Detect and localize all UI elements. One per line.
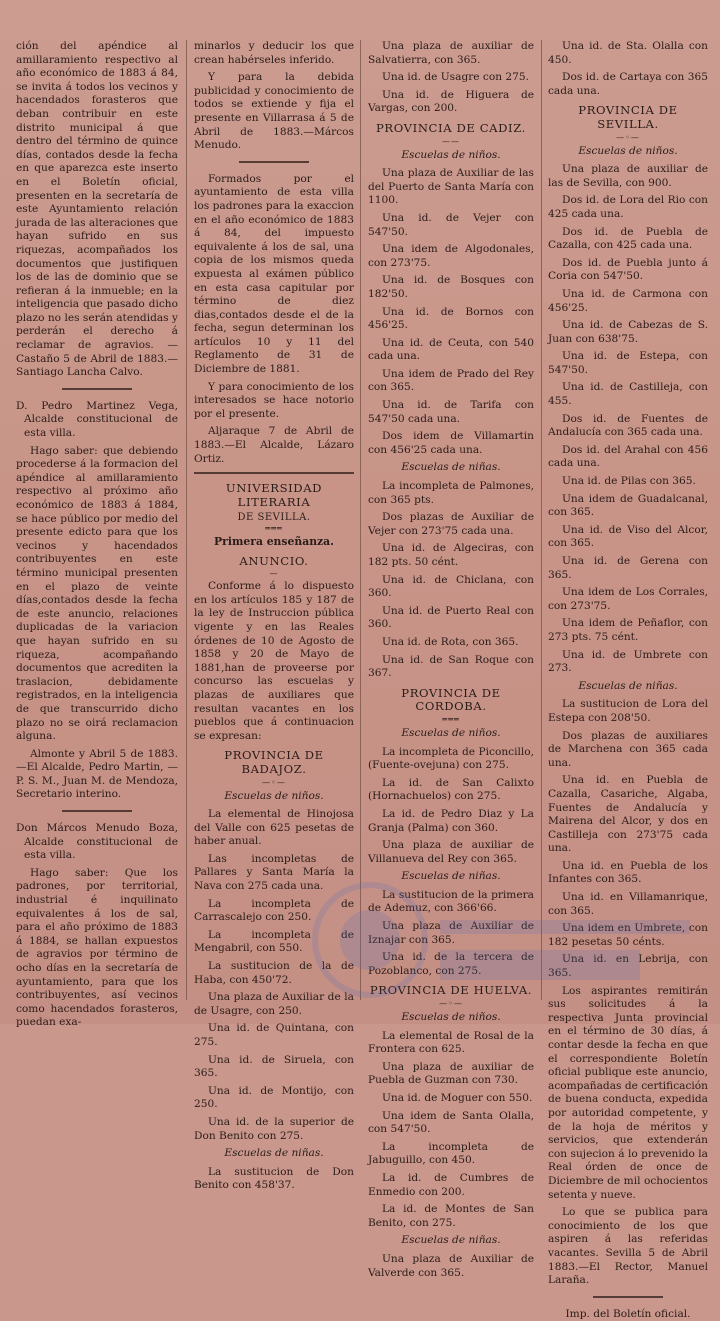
vacancy-item: Una id. de la tercera de Pozoblanco, con 275. (368, 951, 534, 977)
vacancy-item: Una id. de Sta. Olalla con 450. (548, 40, 708, 66)
printer-imprint: Imp. del Boletín oficial. (565, 1307, 691, 1320)
notice-para-aljaraque: Y para conocimiento de los interesados se hace notorio por el presente. (194, 380, 354, 420)
notice-heading-villarrasa: Don Márcos Menudo Boza, Alcalde constitucional de esta villa. (16, 822, 178, 862)
vacancy-item: Dos id. de Puebla de Cazalla, con 425 cada una. (548, 225, 708, 252)
vacancy-item: Una id. de Carmona con 456'25. (548, 287, 708, 314)
notice-body-villarrasa: Hago saber: Que los padrones, por territorial, industrial é inquilinato equivalentes á los de sal, para el año próximo de 1883 á 1884, se hallan expuestos de agravios por término de ocho días en la secretaría de ayuntamiento, para que los contribuyentes, así vecinos como hacendados forasteros, puedan exa- (16, 866, 178, 1029)
vacancy-item: Una id. de Usagre con 275. (382, 71, 530, 84)
vacancy-item: La id. de Montes de San Benito, con 275. (368, 1203, 534, 1229)
subheading-ninos: Escuelas de niños. (224, 789, 324, 802)
vacancy-item: Una id. de Gerena con 365. (548, 555, 708, 581)
column-rule (186, 40, 187, 1000)
subheading-ninos: Escuelas de niños. (401, 1011, 501, 1024)
vacancy-item: Una id. en Puebla de los Infantes con 365. (548, 859, 708, 886)
province-heading-cordoba: PROVINCIA DE CORDOBA. (401, 685, 501, 714)
section-divider (593, 1296, 663, 1298)
vacancy-item: Una idem de Guadalcanal, con 365. (548, 492, 708, 519)
vacancy-item: Una idem de Los Corrales, con 273'75. (548, 586, 708, 612)
university-subheading: DE SEVILLA. (237, 512, 311, 524)
anuncio-heading: ANUNCIO. (239, 553, 309, 568)
vacancy-item: Una id. de Algeciras, con 182 pts. 50 cént. (368, 542, 534, 568)
notice-body-villarrasa-cont: minarlos y deducir los que crean habérseles inferido. (194, 40, 354, 66)
vacancy-item: Una id. de Moguer con 550. (382, 1092, 533, 1104)
vacancy-item: La id. de Pedro Diaz y La Granja (Palma) con 360. (368, 807, 534, 834)
vacancy-item: Una idem de Santa Olalla, con 547'50. (368, 1109, 534, 1136)
vacancy-item: Una id. en Lebrija, con 365. (548, 953, 708, 980)
vacancy-item: Una id. de Bosques con 182'50. (368, 274, 534, 300)
vacancy-item: La incompleta de Carrascalejo con 250. (194, 897, 354, 924)
vacancy-item: Una id. de Rota, con 365. (382, 635, 519, 648)
vacancy-item: La sustitucion de la primera de Ademuz, con 366'66. (368, 888, 534, 915)
vacancy-item: Una id. de Quintana, con 275. (194, 1022, 354, 1048)
article-apendice-castano: ción del apéndice al amillaramiento respectivo al año económico de 1883 á 84, se invita á todos los vecinos y hacendados forasteros que deban contribuir en este distrito municipal á que dentro del término de quince días, contados desde la fecha en que aparezca este inserto en el Boletín oficial, presenten en la secretaría de este Ayuntamiento relación jurada de las alteraciones que hayan sufrido en sus riquezas, acompañados los documentos que justifiquen los de las de dominio que se refieran á la inmueble; en la inteligencia que pasado dicho plazo no les serán atendidas y perderán el derecho á reclamar de agravios. —Castaño 5 de Abril de 1883.—Santiago Lancha Calvo. (16, 40, 178, 379)
vacancy-item: Una id. de Umbrete con 273. (548, 648, 708, 675)
vacancy-item: Una id. de Siruela, con 365. (194, 1053, 354, 1080)
ornament: —◦— (262, 777, 286, 787)
column-rule (541, 40, 542, 1000)
column-4 (548, 40, 708, 1320)
section-divider (194, 472, 354, 474)
ornament: —— (442, 136, 460, 146)
vacancy-item: Dos id. de Lora del Rio con 425 cada una. (548, 194, 708, 220)
ornament: ═══ (442, 714, 460, 724)
province-heading-sevilla: PROVINCIA DE SEVILLA. (578, 103, 678, 131)
vacancy-item: Una plaza de Auxiliar de la de Usagre, con 250. (194, 991, 354, 1017)
subheading-ninas: Escuelas de niñas. (401, 870, 501, 883)
notice-heading-almonte: D. Pedro Martinez Vega, Alcalde constitucional de esta villa. (16, 399, 178, 440)
vacancy-item: Dos id. de Fuentes de Andalucía con 365 cada una. (548, 412, 708, 439)
section-divider (239, 161, 309, 163)
subheading-ninas: Escuelas de niñas. (401, 461, 501, 474)
column-3 (368, 40, 534, 1279)
vacancy-item: Una id. de Castilleja, con 455. (548, 381, 708, 408)
vacancy-item: Una plaza de auxiliar de Salvatierra, con 365. (368, 40, 534, 66)
vacancy-item: La sustitucion de Lora del Estepa con 208'50. (548, 698, 708, 724)
subheading-ninos: Escuelas de niños. (401, 148, 501, 161)
section-title-primera-ensenanza: Primera enseñanza. (214, 535, 334, 548)
vacancy-item: La elemental de Rosal de la Frontera con 625. (368, 1029, 534, 1056)
vacancy-item: Una id. de Montijo, con 250. (194, 1084, 354, 1111)
vacancy-item: Una id. de Puerto Real con 360. (368, 604, 534, 631)
ornament: — (269, 569, 279, 579)
subheading-ninos: Escuelas de niños. (401, 726, 501, 739)
vacancy-item: Una id. de la superior de Don Benito con 275. (194, 1115, 354, 1142)
anuncio-body: Conforme á lo dispuesto en los artículos 185 y 187 de la ley de Instruccion pública vigente y en las Reales órdenes de 10 de Agosto de 1858 y 20 de Mayo de 1881,han de proveerse por concurso las escuelas y plazas de auxiliares que resultan vacantes en los pueblos que á continuacion se expresan: (194, 580, 354, 742)
subheading-ninos: Escuelas de niños. (578, 144, 678, 157)
notice-signature-villarrasa: Y para la debida publicidad y conocimiento de todos se extiende y fija el presente en Villarrasa á 5 de Abril de 1883.—Márcos Menudo. (194, 71, 354, 152)
vacancy-item: La sustitucion de la de Haba, con 450'72. (194, 960, 354, 986)
ornament: ═══ (265, 524, 283, 533)
vacancy-item: Una id. en Villamanrique, con 365. (548, 891, 708, 917)
vacancy-item: Una idem de Algodonales, con 273'75. (368, 243, 534, 269)
vacancy-item: Dos id. de Cartaya con 365 cada una. (548, 71, 708, 97)
vacancy-item: Una id. de Tarifa con 547'50 cada una. (368, 399, 534, 425)
province-heading-badajoz: PROVINCIA DE BADAJOZ. (224, 748, 324, 776)
vacancy-item: Una id. de Pilas con 365. (562, 475, 696, 488)
subheading-ninas: Escuelas de niñas. (578, 679, 678, 692)
vacancy-item: La sustitucion de Don Benito con 458'37. (194, 1165, 354, 1192)
vacancy-item: La elemental de Hinojosa del Valle con 625 pesetas de haber anual. (194, 808, 354, 848)
vacancy-item: Una id. de Vejer con 547'50. (368, 211, 534, 238)
closing-paragraph-requirements: Los aspirantes remitirán sus solicitudes á la respectiva Junta provincial en el término de 30 días, á contar desde la fecha en que el correspondiente Boletín oficial publique este anuncio, acompañadas de certificación de buena conducta, expedida por autoridad competente, y de la hoja de méritos y servicios, que extenderán con sujecion á lo prevenido la Real órden de once de Diciembre de mil ochocientos setenta y nueve. (548, 984, 708, 1201)
section-divider (62, 388, 132, 390)
vacancy-item: La id. de Cumbres de Enmedio con 200. (368, 1171, 534, 1198)
vacancy-item: Una id. de Cabezas de S. Juan con 638'75. (548, 319, 708, 345)
vacancy-item: La incompleta de Mengabril, con 550. (194, 928, 354, 955)
subheading-ninas: Escuelas de niñas. (224, 1147, 324, 1160)
vacancy-item: La id. de San Calixto (Hornachuelos) con 275. (368, 776, 534, 803)
university-heading: UNIVERSIDAD LITERARIA (225, 481, 323, 509)
province-heading-cadiz: PROVINCIA DE CADIZ. (376, 120, 526, 135)
vacancy-item: Una id. de Estepa, con 547'50. (548, 350, 708, 376)
closing-paragraph-signature: Lo que se publica para conocimiento de los que aspiren á las referidas vacantes. Sevilla 5 de Abril 1883.—El Rector, Manuel Laraña. (548, 1206, 708, 1287)
notice-body-aljaraque: Formados por el ayuntamiento de esta villa los padrones para la exaccion en el año económico de 1883 á 84, del impuesto equivalente á los de sal, una copia de los mismos queda expuesta al exámen público en esta casa capitular por término de diez dias,contados desde el de la fecha, segun determinan los artículos 10 y 11 del Reglamento de 31 de Diciembre de 1881. (194, 172, 354, 376)
vacancy-item: Una idem de Prado del Rey con 365. (368, 367, 534, 394)
vacancy-item: Una plaza de Auxiliar de Iznajar con 365. (368, 920, 534, 946)
vacancy-item: Una idem en Umbrete, con 182 pesetas 50 cénts. (548, 922, 708, 948)
province-heading-huelva: PROVINCIA DE HUELVA. (369, 983, 533, 998)
vacancy-item: Las incompletas de Pallares y Santa María la Nava con 275 cada una. (194, 852, 354, 893)
vacancy-item: Una plaza de Auxiliar de las del Puerto de Santa María con 1100. (368, 167, 534, 207)
subheading-ninas: Escuelas de niñas. (401, 1234, 501, 1247)
column-2 (194, 40, 354, 1192)
vacancy-item: La incompleta de Jabuguillo, con 450. (368, 1140, 534, 1167)
vacancy-item: Dos plazas de auxiliares de Marchena con 365 cada una. (548, 729, 708, 769)
vacancy-item: Dos id. de Puebla junto á Coria con 547'50. (548, 256, 708, 283)
vacancy-item: Una plaza de auxiliar de las de Sevilla, con 900. (548, 163, 708, 189)
vacancy-item: Una plaza de Auxiliar de Valverde con 365. (368, 1252, 534, 1279)
column-1 (16, 40, 178, 1029)
vacancy-item: Dos id. del Arahal con 456 cada una. (548, 443, 708, 470)
notice-signature-almonte: Almonte y Abril 5 de 1883. —El Alcalde, Pedro Martin, —P. S. M., Juan M. de Mendoza, Secretario interino. (16, 747, 178, 801)
vacancy-item: Una id. de Bornos con 456'25. (368, 305, 534, 332)
column-rule (360, 40, 361, 1000)
vacancy-item: Una id. de Viso del Alcor, con 365. (548, 523, 708, 550)
vacancy-item: Dos idem de Villamartin con 456'25 cada una. (368, 430, 534, 456)
vacancy-item: Una plaza de auxiliar de Puebla de Guzman con 730. (368, 1060, 534, 1087)
notice-body-almonte: Hago saber: que debiendo procederse á la formacion del apéndice al amillaramiento respectivo al próximo año económico de 1883 á 1884, se hace público por medio del presente edicto para que los vecinos y hacendados contribuyentes en este término municipal presenten en el plazo de veinte días,contados desde la fecha de este anuncio, relaciones duplicadas de la variacion que hayan sufrido en su riqueza, acompañando documentos que acrediten la traslacion, debidamente registrados, en la inteligencia de que transcurrido dicho plazo no se oirá reclamacion alguna. (16, 444, 178, 743)
vacancy-item: Una id. de Ceuta, con 540 cada una. (368, 336, 534, 363)
vacancy-item: Una id. de Higuera de Vargas, con 200. (368, 88, 534, 115)
vacancy-item: Una plaza de auxiliar de Villanueva del Rey con 365. (368, 839, 534, 865)
vacancy-item: Una id. de Chiclana, con 360. (368, 573, 534, 600)
vacancy-item: Una idem de Peñaflor, con 273 pts. 75 cént. (548, 617, 708, 643)
ornament: —◦— (616, 132, 640, 142)
notice-signature-aljaraque: Aljaraque 7 de Abril de 1883.—El Alcalde, Lázaro Ortiz. (194, 425, 354, 465)
vacancy-item: La incompleta de Palmones, con 365 pts. (368, 480, 534, 506)
vacancy-item: Una id. en Puebla de Cazalla, Casariche, Algaba, Fuentes de Andalucía y Mairena del Alcor, y dos en Castilleja con 273'75 cada una. (548, 774, 708, 855)
section-divider (62, 810, 132, 812)
ornament: —◦— (439, 999, 463, 1009)
vacancy-item: La incompleta de Piconcillo, (Fuente-ovejuna) con 275. (368, 745, 534, 772)
vacancy-item: Dos plazas de Auxiliar de Vejer con 273'75 cada una. (368, 511, 534, 537)
vacancy-item: Una id. de San Roque con 367. (368, 653, 534, 680)
